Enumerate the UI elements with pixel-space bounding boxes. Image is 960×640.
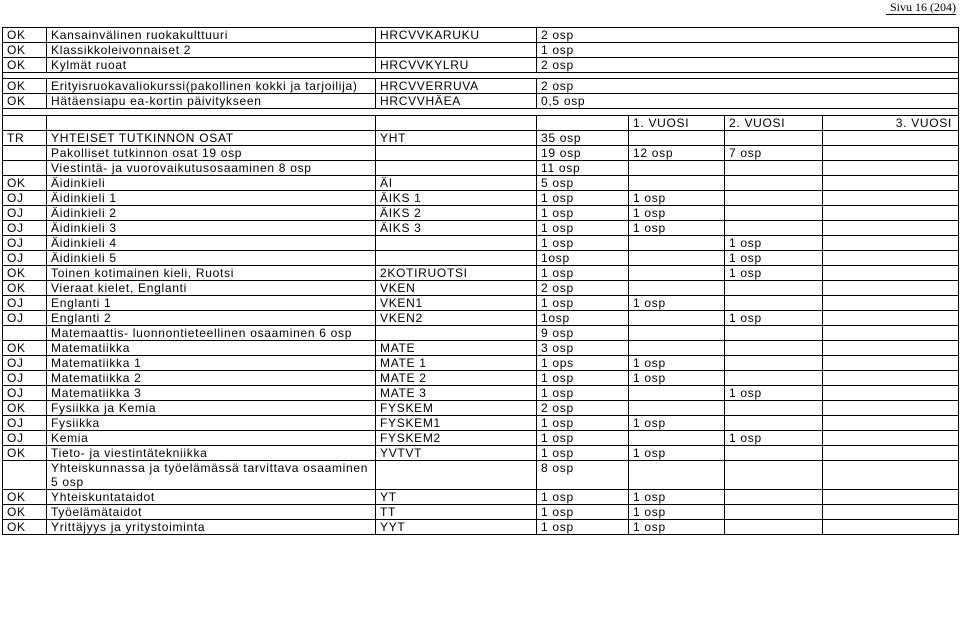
course-row bbox=[3, 176, 959, 191]
name-cell: Kylmät ruoat bbox=[47, 58, 376, 73]
year-2-cell: 1 osp bbox=[725, 251, 823, 266]
page-number-label: Sivu 16 (204) bbox=[890, 0, 956, 14]
type-cell: TR bbox=[3, 131, 47, 146]
code-cell: YVTVT bbox=[376, 446, 537, 461]
year-3-cell bbox=[823, 386, 959, 401]
course-row bbox=[3, 416, 959, 431]
type-cell: OJ bbox=[3, 296, 47, 311]
name-cell: Äidinkieli 3 bbox=[47, 221, 376, 236]
course-row bbox=[3, 281, 959, 296]
type-cell: OK bbox=[3, 94, 47, 109]
total-osp-cell: 3 osp bbox=[537, 341, 629, 356]
code-cell: FYSKEM1 bbox=[376, 416, 537, 431]
elective-row bbox=[3, 94, 959, 109]
total-osp-cell: 11 osp bbox=[537, 161, 629, 176]
year-header-row bbox=[3, 116, 959, 131]
name-cell: Viestintä- ja vuorovaikutusosaaminen 8 osp bbox=[47, 161, 376, 176]
year-1-cell: 1 osp bbox=[629, 446, 725, 461]
osp-cell: 2 osp bbox=[537, 28, 959, 43]
code-cell: MATE 2 bbox=[376, 371, 537, 386]
code-cell: HRCVVERRUVA bbox=[376, 79, 537, 94]
spacer-cell bbox=[3, 109, 959, 116]
year-3-cell bbox=[823, 356, 959, 371]
type-cell: OJ bbox=[3, 386, 47, 401]
year-2-cell bbox=[725, 520, 823, 535]
year-1-cell bbox=[629, 401, 725, 416]
name-cell: YHTEISET TUTKINNON OSAT bbox=[47, 131, 376, 146]
year-2-cell bbox=[725, 296, 823, 311]
year-2-cell bbox=[725, 356, 823, 371]
year-1-cell bbox=[629, 131, 725, 146]
year-1-cell: 1 osp bbox=[629, 296, 725, 311]
code-cell bbox=[376, 461, 537, 490]
year-3-cell bbox=[823, 341, 959, 356]
type-cell: OK bbox=[3, 505, 47, 520]
year-2-cell bbox=[725, 161, 823, 176]
year-1-cell: 1 osp bbox=[629, 206, 725, 221]
code-cell: MATE 1 bbox=[376, 356, 537, 371]
type-cell: OJ bbox=[3, 431, 47, 446]
year-3-cell bbox=[823, 416, 959, 431]
year-2-cell bbox=[725, 191, 823, 206]
year-2-cell bbox=[725, 221, 823, 236]
type-cell: OK bbox=[3, 79, 47, 94]
year-2-cell bbox=[725, 206, 823, 221]
total-osp-cell: 1 osp bbox=[537, 416, 629, 431]
name-cell: Äidinkieli 2 bbox=[47, 206, 376, 221]
code-cell: ÄIKS 2 bbox=[376, 206, 537, 221]
year-2-cell bbox=[725, 490, 823, 505]
year-1-cell: 1 osp bbox=[629, 416, 725, 431]
name-cell: Toinen kotimainen kieli, Ruotsi bbox=[47, 266, 376, 281]
total-osp-cell: 1 osp bbox=[537, 446, 629, 461]
course-row bbox=[3, 251, 959, 266]
course-row bbox=[3, 371, 959, 386]
name-cell: Matematiikka 1 bbox=[47, 356, 376, 371]
type-cell bbox=[3, 146, 47, 161]
year-2-cell bbox=[725, 416, 823, 431]
type-cell: OK bbox=[3, 43, 47, 58]
name-cell: Hätäensiapu ea-kortin päivitykseen bbox=[47, 94, 376, 109]
year-2-cell bbox=[725, 341, 823, 356]
type-cell: OJ bbox=[3, 206, 47, 221]
code-cell: MATE 3 bbox=[376, 386, 537, 401]
year-3-cell bbox=[823, 176, 959, 191]
course-row bbox=[3, 341, 959, 356]
type-cell: OJ bbox=[3, 311, 47, 326]
blank-cell bbox=[376, 116, 537, 131]
name-cell: Äidinkieli 5 bbox=[47, 251, 376, 266]
code-cell: HRCVVKARUKU bbox=[376, 28, 537, 43]
year-2-cell bbox=[725, 281, 823, 296]
elective-row bbox=[3, 28, 959, 43]
type-cell: OJ bbox=[3, 221, 47, 236]
name-cell: Pakolliset tutkinnon osat 19 osp bbox=[47, 146, 376, 161]
total-osp-cell: 1osp bbox=[537, 251, 629, 266]
total-osp-cell: 1 osp bbox=[537, 191, 629, 206]
name-cell: Yhteiskunnassa ja työelämässä tarvittava osaaminen 5 osp bbox=[47, 461, 376, 490]
year-3-cell bbox=[823, 431, 959, 446]
total-osp-cell: 2 osp bbox=[537, 401, 629, 416]
year-1-cell bbox=[629, 266, 725, 281]
code-cell: HRCVVHÄEA bbox=[376, 94, 537, 109]
year-1-cell: 1 osp bbox=[629, 520, 725, 535]
osp-cell: 1 osp bbox=[537, 43, 959, 58]
total-osp-cell: 35 osp bbox=[537, 131, 629, 146]
year-3-cell bbox=[823, 311, 959, 326]
name-cell: Englanti 2 bbox=[47, 311, 376, 326]
year-1-cell: 12 osp bbox=[629, 146, 725, 161]
code-cell: 2KOTIRUOTSI bbox=[376, 266, 537, 281]
type-cell: OJ bbox=[3, 356, 47, 371]
total-osp-cell: 1 osp bbox=[537, 371, 629, 386]
blank-cell bbox=[47, 116, 376, 131]
year-2-cell bbox=[725, 176, 823, 191]
course-row bbox=[3, 236, 959, 251]
elective-rows bbox=[3, 28, 959, 109]
name-cell: Yrittäjyys ja yritystoiminta bbox=[47, 520, 376, 535]
spacer-row bbox=[3, 109, 959, 116]
year-1-cell bbox=[629, 251, 725, 266]
type-cell: OK bbox=[3, 520, 47, 535]
year-1-cell bbox=[629, 236, 725, 251]
code-cell: VKEN bbox=[376, 281, 537, 296]
total-osp-cell: 8 osp bbox=[537, 461, 629, 490]
name-cell: Kansainvälinen ruokakulttuuri bbox=[47, 28, 376, 43]
total-osp-cell: 1 osp bbox=[537, 206, 629, 221]
name-cell: Matematiikka 2 bbox=[47, 371, 376, 386]
type-cell: OJ bbox=[3, 371, 47, 386]
osp-cell: 2 osp bbox=[537, 58, 959, 73]
year-3-cell bbox=[823, 296, 959, 311]
name-cell: Tieto- ja viestintätekniikka bbox=[47, 446, 376, 461]
elective-row bbox=[3, 58, 959, 73]
type-cell: OJ bbox=[3, 191, 47, 206]
name-cell: Erityisruokavaliokurssi(pakollinen kokki ja tarjoilija) bbox=[47, 79, 376, 94]
blank-cell bbox=[3, 116, 47, 131]
code-cell: ÄIKS 3 bbox=[376, 221, 537, 236]
year-3-cell bbox=[823, 401, 959, 416]
course-row bbox=[3, 356, 959, 371]
name-cell: Kemia bbox=[47, 431, 376, 446]
year-1-cell: 1 osp bbox=[629, 191, 725, 206]
year-1-header: 1. VUOSI bbox=[629, 116, 725, 131]
code-cell: FYSKEM2 bbox=[376, 431, 537, 446]
year-3-cell bbox=[823, 520, 959, 535]
year-2-cell bbox=[725, 371, 823, 386]
code-cell bbox=[376, 43, 537, 58]
total-osp-cell: 1 osp bbox=[537, 520, 629, 535]
code-cell bbox=[376, 326, 537, 341]
year-1-cell bbox=[629, 161, 725, 176]
total-osp-cell: 9 osp bbox=[537, 326, 629, 341]
course-row bbox=[3, 206, 959, 221]
type-cell: OK bbox=[3, 401, 47, 416]
total-osp-cell: 1 osp bbox=[537, 490, 629, 505]
type-cell: OK bbox=[3, 341, 47, 356]
type-cell: OK bbox=[3, 176, 47, 191]
year-1-cell: 1 osp bbox=[629, 490, 725, 505]
year-3-cell bbox=[823, 251, 959, 266]
year-1-cell bbox=[629, 341, 725, 356]
curriculum-table bbox=[2, 27, 959, 535]
type-cell: OK bbox=[3, 490, 47, 505]
year-3-cell bbox=[823, 266, 959, 281]
year-2-cell: 1 osp bbox=[725, 266, 823, 281]
year-2-cell bbox=[725, 505, 823, 520]
code-cell: TT bbox=[376, 505, 537, 520]
code-cell: ÄIKS 1 bbox=[376, 191, 537, 206]
course-row bbox=[3, 386, 959, 401]
name-cell: Matematiikka 3 bbox=[47, 386, 376, 401]
year-2-cell bbox=[725, 446, 823, 461]
code-cell bbox=[376, 251, 537, 266]
type-cell bbox=[3, 326, 47, 341]
year-2-cell: 1 osp bbox=[725, 386, 823, 401]
total-osp-cell: 1 ops bbox=[537, 356, 629, 371]
total-osp-cell: 19 osp bbox=[537, 146, 629, 161]
year-2-cell bbox=[725, 131, 823, 146]
header-rule bbox=[886, 14, 956, 15]
core-rows bbox=[3, 109, 959, 535]
code-cell: YHT bbox=[376, 131, 537, 146]
year-1-cell bbox=[629, 461, 725, 490]
type-cell: OJ bbox=[3, 251, 47, 266]
name-cell: Äidinkieli 4 bbox=[47, 236, 376, 251]
total-osp-cell: 1 osp bbox=[537, 221, 629, 236]
type-cell bbox=[3, 461, 47, 490]
osp-cell: 0,5 osp bbox=[537, 94, 959, 109]
code-cell bbox=[376, 236, 537, 251]
course-row bbox=[3, 505, 959, 520]
code-cell: YYT bbox=[376, 520, 537, 535]
type-cell: OK bbox=[3, 58, 47, 73]
name-cell: Matematiikka bbox=[47, 341, 376, 356]
elective-row bbox=[3, 79, 959, 94]
course-row bbox=[3, 146, 959, 161]
total-osp-cell: 5 osp bbox=[537, 176, 629, 191]
code-cell: YT bbox=[376, 490, 537, 505]
course-row bbox=[3, 326, 959, 341]
year-1-cell: 1 osp bbox=[629, 221, 725, 236]
year-2-header: 2. VUOSI bbox=[725, 116, 823, 131]
year-2-cell bbox=[725, 401, 823, 416]
code-cell: FYSKEM bbox=[376, 401, 537, 416]
year-3-cell bbox=[823, 191, 959, 206]
year-3-cell bbox=[823, 505, 959, 520]
year-1-cell: 1 osp bbox=[629, 371, 725, 386]
course-row bbox=[3, 296, 959, 311]
total-osp-cell: 1 osp bbox=[537, 266, 629, 281]
name-cell: Fysiikka bbox=[47, 416, 376, 431]
year-1-cell: 1 osp bbox=[629, 356, 725, 371]
year-2-cell: 7 osp bbox=[725, 146, 823, 161]
type-cell: OJ bbox=[3, 416, 47, 431]
code-cell: ÄI bbox=[376, 176, 537, 191]
year-3-cell bbox=[823, 161, 959, 176]
year-3-cell bbox=[823, 281, 959, 296]
year-1-cell bbox=[629, 386, 725, 401]
total-osp-cell: 1 osp bbox=[537, 431, 629, 446]
year-3-cell bbox=[823, 446, 959, 461]
total-osp-cell: 1 osp bbox=[537, 296, 629, 311]
course-row bbox=[3, 490, 959, 505]
type-cell: OK bbox=[3, 281, 47, 296]
code-cell bbox=[376, 146, 537, 161]
name-cell: Työelämätaidot bbox=[47, 505, 376, 520]
page-number bbox=[890, 0, 956, 14]
total-osp-cell: 1 osp bbox=[537, 386, 629, 401]
course-row bbox=[3, 446, 959, 461]
year-2-cell bbox=[725, 326, 823, 341]
course-row bbox=[3, 191, 959, 206]
year-3-cell bbox=[823, 490, 959, 505]
osp-cell: 2 osp bbox=[537, 79, 959, 94]
year-3-cell bbox=[823, 371, 959, 386]
name-cell: Fysiikka ja Kemia bbox=[47, 401, 376, 416]
year-1-cell bbox=[629, 176, 725, 191]
year-2-cell: 1 osp bbox=[725, 236, 823, 251]
total-osp-cell: 1 osp bbox=[537, 505, 629, 520]
type-cell bbox=[3, 161, 47, 176]
code-cell: VKEN2 bbox=[376, 311, 537, 326]
code-cell: HRCVVKYLRU bbox=[376, 58, 537, 73]
name-cell: Äidinkieli 1 bbox=[47, 191, 376, 206]
name-cell: Vieraat kielet, Englanti bbox=[47, 281, 376, 296]
name-cell: Matemaattis- luonnontieteellinen osaaminen 6 osp bbox=[47, 326, 376, 341]
year-1-cell bbox=[629, 311, 725, 326]
type-cell: OK bbox=[3, 266, 47, 281]
course-row bbox=[3, 221, 959, 236]
type-cell: OK bbox=[3, 446, 47, 461]
year-1-cell: 1 osp bbox=[629, 505, 725, 520]
course-row bbox=[3, 461, 959, 490]
year-3-cell bbox=[823, 146, 959, 161]
total-osp-cell: 1osp bbox=[537, 311, 629, 326]
blank-cell bbox=[537, 116, 629, 131]
name-cell: Klassikkoleivonnaiset 2 bbox=[47, 43, 376, 58]
year-3-cell bbox=[823, 236, 959, 251]
name-cell: Äidinkieli bbox=[47, 176, 376, 191]
name-cell: Englanti 1 bbox=[47, 296, 376, 311]
course-row bbox=[3, 401, 959, 416]
year-1-cell bbox=[629, 281, 725, 296]
course-row bbox=[3, 161, 959, 176]
code-cell: MATE bbox=[376, 341, 537, 356]
course-row bbox=[3, 311, 959, 326]
elective-row bbox=[3, 43, 959, 58]
total-osp-cell: 1 osp bbox=[537, 236, 629, 251]
year-3-cell bbox=[823, 326, 959, 341]
type-cell: OK bbox=[3, 28, 47, 43]
year-3-header: 3. VUOSI bbox=[823, 116, 959, 131]
year-3-cell bbox=[823, 221, 959, 236]
year-1-cell bbox=[629, 326, 725, 341]
year-2-cell bbox=[725, 461, 823, 490]
year-2-cell: 1 osp bbox=[725, 311, 823, 326]
course-row bbox=[3, 520, 959, 535]
course-row bbox=[3, 266, 959, 281]
name-cell: Yhteiskuntataidot bbox=[47, 490, 376, 505]
year-3-cell bbox=[823, 131, 959, 146]
course-row bbox=[3, 131, 959, 146]
year-2-cell: 1 osp bbox=[725, 431, 823, 446]
type-cell: OJ bbox=[3, 236, 47, 251]
code-cell: VKEN1 bbox=[376, 296, 537, 311]
code-cell bbox=[376, 161, 537, 176]
year-1-cell bbox=[629, 431, 725, 446]
year-3-cell bbox=[823, 206, 959, 221]
course-row bbox=[3, 431, 959, 446]
year-3-cell bbox=[823, 461, 959, 490]
total-osp-cell: 2 osp bbox=[537, 281, 629, 296]
